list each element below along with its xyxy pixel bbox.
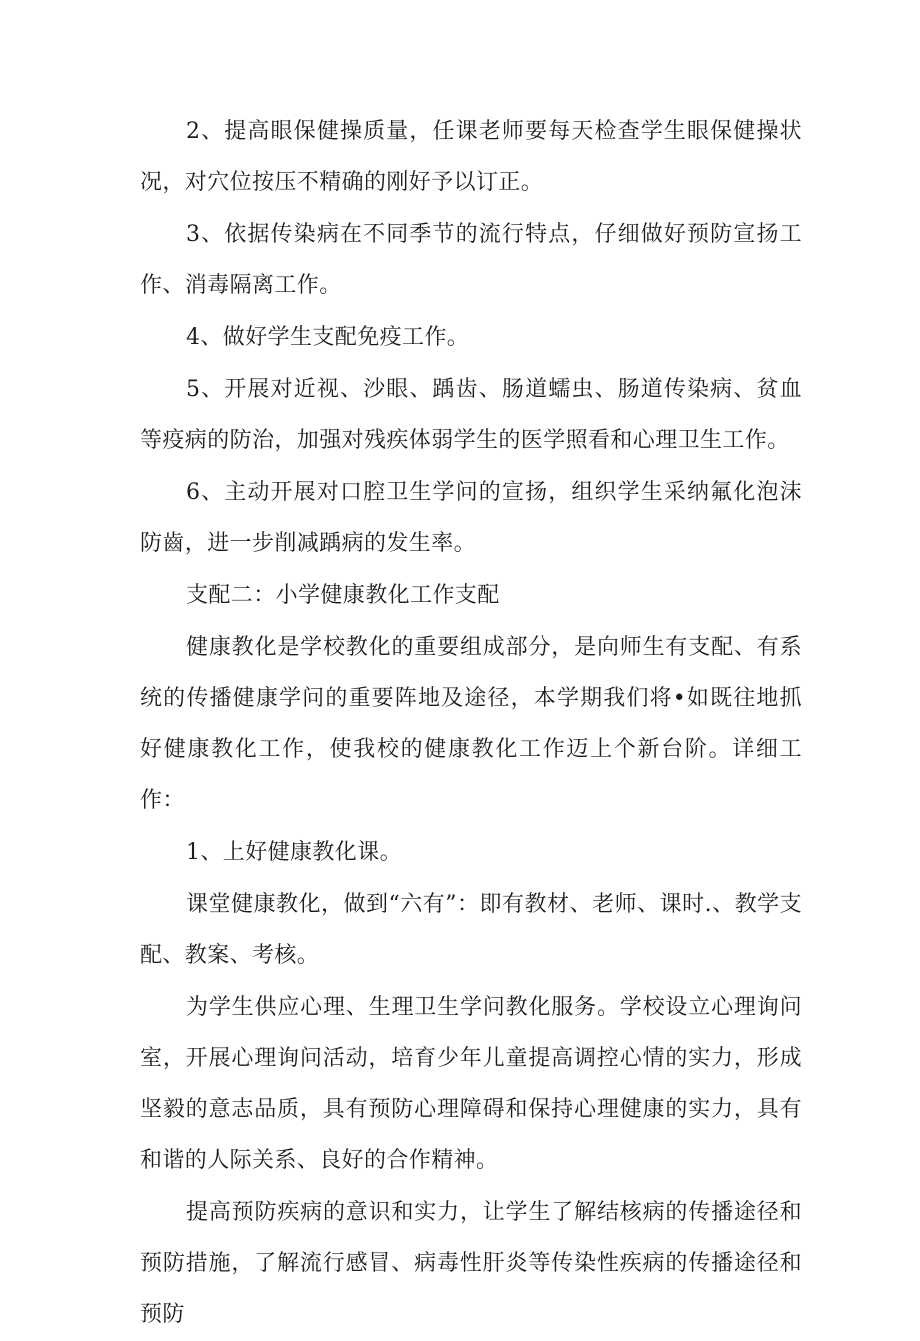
paragraph-immunization: 4、做好学生支配免疫工作。 <box>186 325 470 350</box>
paragraph-health-education-intro: 健康教化是学校教化的重要组成部分，是向师生有支配、有系统的传播健康学问的重要阵地及途径，本学期我们将•如既往地抓好健康教化工作，使我校的健康教化工作迈上个新台阶。详细工作： <box>140 635 802 813</box>
paragraph-disease-prevention: 5、开展对近视、沙眼、踽齿、肠道蠕虫、肠道传染病、贫血等疫病的防治，加强对残疾体弱学生的医学照看和心理卫生工作。 <box>140 377 802 453</box>
paragraph-eye-exercise: 2、提高眼保健操质量，任课老师要每天检查学生眼保健操状况，对穴位按压不精确的刚好予以订正。 <box>140 119 802 195</box>
paragraph-health-class: 1、上好健康教化课。 <box>186 840 402 865</box>
paragraph-prevention-awareness: 提高预防疾病的意识和实力，让学生了解结核病的传播途径和预防措施，了解流行感冒、病毒性肝炎等传染性疾病的传播途径和预防 <box>140 1200 802 1327</box>
paragraph-infectious-disease: 3、依据传染病在不同季节的流行特点，仔细做好预防宣扬工作、消毒隔离工作。 <box>140 222 802 298</box>
paragraph-oral-hygiene: 6、主动开展对口腔卫生学问的宣扬，组织学生采纳氟化泡沫防齒，进一步削减踽病的发生率。 <box>140 480 802 556</box>
paragraph-six-haves: 课堂健康教化，做到“六有”：即有教材、老师、课时.、教学支配、教案、考核。 <box>140 892 802 968</box>
paragraph-psychological-service: 为学生供应心理、生理卫生学问教化服务。学校设立心理询问室，开展心理询问活动，培育少年儿童提高调控心情的实力，形成坚毅的意志品质，具有预防心理障碍和保持心理健康的实力，具有和谐的人际关系、良好的合作精神。 <box>140 995 802 1173</box>
section-heading: 支配二：小学健康教化工作支配 <box>186 583 500 608</box>
document-body <box>140 106 802 1341</box>
